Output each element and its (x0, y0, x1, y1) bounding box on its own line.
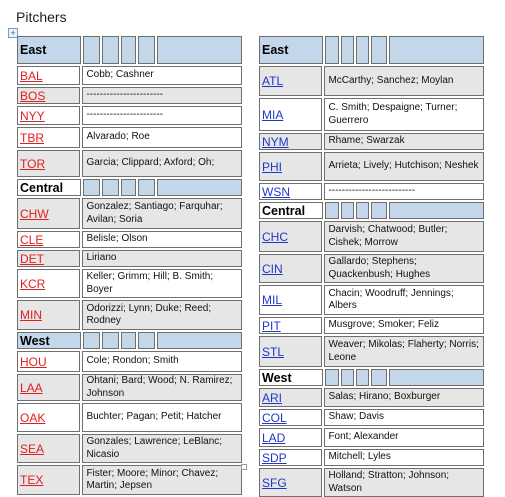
team-cell (17, 403, 80, 432)
division-header-cell (341, 202, 354, 219)
division-label: East (17, 36, 81, 64)
division-header-cell (356, 202, 369, 219)
team-link-det[interactable]: DET (20, 251, 44, 266)
division-header-cell (83, 36, 100, 64)
team-row (17, 198, 242, 229)
players-cell (82, 403, 242, 432)
division-header-west (17, 332, 242, 349)
team-link-stl[interactable]: STL (262, 344, 285, 359)
players-text: -------------------------- (328, 185, 416, 197)
players-text: Garcia; Clippard; Axford; Oh; (86, 157, 215, 169)
team-cell (17, 66, 80, 85)
players-cell (82, 465, 242, 495)
team-link-pit[interactable]: PIT (262, 318, 281, 333)
division-header-cell (138, 179, 155, 196)
team-row (17, 231, 242, 248)
players-cell (324, 388, 484, 407)
team-row (17, 127, 242, 148)
team-link-sfg[interactable]: SFG (262, 475, 287, 490)
team-row (17, 250, 242, 267)
team-row (259, 428, 484, 447)
team-row (17, 87, 242, 104)
players-cell (324, 428, 484, 447)
team-link-nyy[interactable]: NYY (20, 108, 45, 123)
team-link-tex[interactable]: TEX (20, 473, 44, 487)
division-header-cell (371, 202, 387, 219)
team-cell (259, 317, 322, 334)
team-row (259, 183, 484, 200)
team-link-nym[interactable]: NYM (262, 134, 289, 149)
players-text: C. Smith; Despaigne; Turner; Guerrero (328, 102, 458, 126)
players-cell (82, 250, 242, 267)
team-cell (259, 388, 322, 407)
team-row (259, 133, 484, 150)
division-header-cell (371, 369, 387, 386)
team-link-tbr[interactable]: TBR (20, 130, 44, 145)
team-cell (17, 231, 80, 248)
division-label: Central (259, 202, 323, 219)
team-cell (17, 434, 80, 463)
page-title: Pitchers (16, 9, 67, 25)
team-link-phi[interactable]: PHI (262, 159, 283, 174)
players-text: Cobb; Cashner (86, 69, 154, 81)
players-text: Arrieta; Lively; Hutchison; Neshek (328, 160, 479, 172)
division-header-cell (371, 36, 387, 64)
table-move-handle-icon[interactable]: + (8, 28, 18, 38)
division-header-cell (83, 332, 100, 349)
division-header-cell (157, 36, 242, 64)
players-text: Alvarado; Roe (86, 131, 150, 143)
team-link-min[interactable]: MIN (20, 308, 42, 322)
players-text: Cole; Rondon; Smith (86, 355, 179, 367)
team-link-tor[interactable]: TOR (20, 156, 46, 171)
team-cell (259, 133, 322, 150)
players-cell (82, 66, 242, 85)
team-link-wsn[interactable]: WSN (262, 184, 290, 199)
players-text: Buchter; Pagan; Petit; Hatcher (86, 411, 222, 423)
players-cell (82, 434, 242, 463)
team-cell (17, 87, 80, 104)
team-link-atl[interactable]: ATL (262, 74, 284, 88)
team-row (259, 66, 484, 96)
division-header-cell (389, 202, 484, 219)
players-text: Weaver; Mikolas; Flaherty; Norris; Leone (328, 339, 479, 363)
players-text: Ohtani; Bard; Wood; N. Ramirez; Johnson (86, 375, 233, 399)
team-cell (259, 468, 322, 497)
division-header-west (259, 369, 484, 386)
team-cell (259, 336, 322, 367)
players-cell (82, 150, 242, 177)
players-text: Salas; Hirano; Boxburger (328, 391, 441, 403)
team-link-bal[interactable]: BAL (20, 68, 43, 83)
division-header-cell (157, 179, 242, 196)
division-header-cell (102, 36, 119, 64)
players-text: McCarthy; Sanchez; Moylan (328, 74, 454, 86)
team-link-kcr[interactable]: KCR (20, 276, 46, 291)
division-header-cell (138, 36, 155, 64)
team-row (17, 374, 242, 401)
team-row (17, 269, 242, 298)
team-cell (259, 428, 322, 447)
players-cell (324, 468, 484, 497)
team-link-laa[interactable]: LAA (20, 380, 43, 395)
players-cell (324, 336, 484, 367)
team-link-lad[interactable]: LAD (262, 430, 286, 445)
division-header-cell (121, 332, 136, 349)
team-row (259, 336, 484, 367)
team-row (259, 388, 484, 407)
division-header-cell (325, 369, 339, 386)
players-cell (82, 300, 242, 330)
team-row (259, 317, 484, 334)
team-cell (259, 152, 322, 181)
division-header-cell (389, 369, 484, 386)
team-link-bos[interactable]: BOS (20, 88, 46, 103)
team-link-sdp[interactable]: SDP (262, 450, 287, 465)
team-row (259, 254, 484, 283)
players-text: Holland; Stratton; Johnson; Watson (328, 470, 450, 494)
team-link-cin[interactable]: CIN (262, 261, 283, 276)
team-link-oak[interactable]: OAK (20, 410, 46, 425)
division-label: West (259, 369, 323, 386)
players-text: Belisle; Olson (86, 233, 148, 245)
team-row (259, 98, 484, 131)
players-text: Keller; Grimm; Hill; B. Smith; Boyer (86, 271, 214, 295)
players-text: Chacin; Woodruff; Jennings; Albers (328, 287, 454, 311)
team-row (17, 465, 242, 495)
team-row (17, 66, 242, 85)
division-header-cell (325, 202, 339, 219)
team-row (259, 152, 484, 181)
team-row (259, 468, 484, 497)
players-text: Shaw; Davis (328, 411, 385, 423)
division-header-cell (102, 179, 119, 196)
players-cell (324, 98, 484, 131)
players-text: Musgrove; Smoker; Feliz (328, 319, 440, 331)
players-text: Gonzales; Lawrence; LeBlanc; Nicasio (86, 436, 223, 460)
team-row (17, 300, 242, 330)
players-cell (324, 66, 484, 96)
division-header-cell (121, 179, 136, 196)
team-cell (17, 465, 80, 495)
team-link-ari[interactable]: ARI (262, 390, 283, 405)
team-cell (17, 351, 80, 372)
division-header-cell (341, 36, 354, 64)
players-cell (324, 183, 484, 200)
team-link-hou[interactable]: HOU (20, 354, 47, 369)
team-cell (17, 127, 80, 148)
division-label: East (259, 36, 323, 64)
team-cell (17, 374, 80, 401)
players-cell (324, 221, 484, 252)
team-row (17, 106, 242, 125)
division-header-east (259, 36, 484, 64)
team-row (259, 221, 484, 252)
players-text: Rhame; Swarzak (328, 135, 405, 147)
players-text: Gallardo; Stephens; Quackenbush; Hughes (328, 256, 431, 280)
team-cell (259, 183, 322, 200)
division-header-cell (157, 332, 242, 349)
players-cell (82, 269, 242, 298)
division-header-east (17, 36, 242, 64)
team-link-mil[interactable]: MIL (262, 293, 283, 307)
division-header-cell (325, 36, 339, 64)
players-text: Odorizzi; Lynn; Duke; Reed; Rodney (86, 302, 212, 326)
players-text: ----------------------- (86, 89, 164, 101)
team-cell (17, 250, 80, 267)
players-text: Font; Alexander (328, 431, 399, 443)
division-header-cell (389, 36, 484, 64)
team-row (259, 409, 484, 426)
players-cell (324, 133, 484, 150)
division-header-cell (138, 332, 155, 349)
players-text: Liriano (86, 252, 117, 264)
team-link-col[interactable]: COL (262, 410, 287, 425)
team-cell (17, 150, 80, 177)
team-row (259, 285, 484, 315)
players-cell (324, 152, 484, 181)
team-cell (259, 285, 322, 315)
team-row (17, 351, 242, 372)
players-cell (82, 127, 242, 148)
players-cell (82, 106, 242, 125)
team-cell (259, 449, 322, 466)
team-link-chc[interactable]: CHC (262, 229, 288, 244)
players-cell (82, 231, 242, 248)
players-cell (324, 317, 484, 334)
division-header-cell (356, 369, 369, 386)
players-cell (82, 87, 242, 104)
team-cell (259, 66, 322, 96)
team-cell (259, 409, 322, 426)
team-link-sea[interactable]: SEA (20, 441, 45, 456)
team-row (17, 434, 242, 463)
team-cell (259, 98, 322, 131)
team-link-chw[interactable]: CHW (20, 206, 49, 221)
players-text: Fister; Moore; Minor; Chavez; Martin; Jepsen (86, 467, 219, 491)
division-header-cell (341, 369, 354, 386)
players-text: Mitchell; Lyles (328, 451, 391, 463)
team-cell (17, 300, 80, 330)
division-header-cell (121, 36, 136, 64)
team-row (17, 150, 242, 177)
team-link-mia[interactable]: MIA (262, 107, 284, 122)
table-resize-handle-icon[interactable] (241, 464, 247, 470)
division-header-central (17, 179, 242, 196)
players-cell (324, 449, 484, 466)
players-cell (324, 254, 484, 283)
team-cell (17, 269, 80, 298)
division-header-cell (102, 332, 119, 349)
division-label: West (17, 332, 81, 349)
team-row (259, 449, 484, 466)
players-cell (324, 409, 484, 426)
team-cell (259, 254, 322, 283)
division-header-cell (356, 36, 369, 64)
team-link-cle[interactable]: CLE (20, 232, 44, 247)
players-cell (82, 351, 242, 372)
team-cell (259, 221, 322, 252)
players-text: Darvish; Chatwood; Butler; Cishek; Morrow (328, 224, 448, 248)
players-cell (82, 374, 242, 401)
team-cell (17, 106, 80, 125)
players-cell (82, 198, 242, 229)
division-header-central (259, 202, 484, 219)
team-row (17, 403, 242, 432)
division-header-cell (83, 179, 100, 196)
team-cell (17, 198, 80, 229)
players-text: ----------------------- (86, 109, 164, 121)
players-cell (324, 285, 484, 315)
players-text: Gonzalez; Santiago; Farquhar; Avilan; Soria (86, 201, 223, 225)
division-label: Central (17, 179, 81, 196)
